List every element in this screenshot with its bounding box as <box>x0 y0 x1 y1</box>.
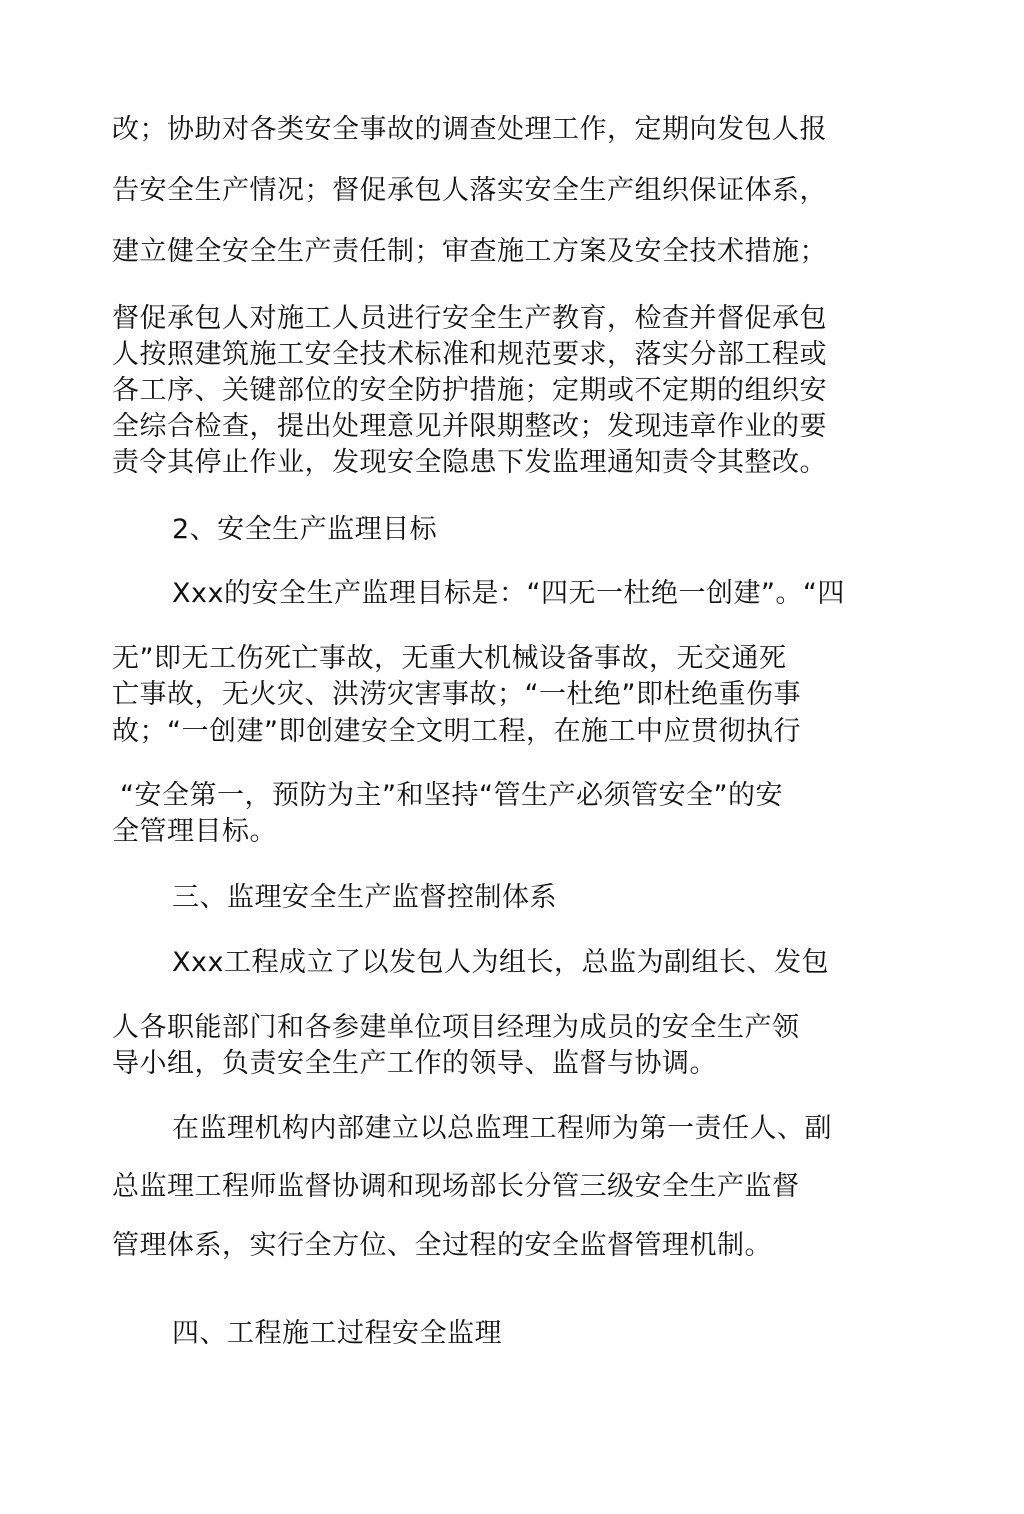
body-line: 故；“一创建”即创建安全文明工程，在施工中应贯彻执行 <box>112 716 801 747</box>
body-line: 改；协助对各类安全事故的调查处理工作，定期向发包人报 <box>112 114 827 145</box>
body-line: 人各职能部门和各参建单位项目经理为成员的安全生产领 <box>112 1012 800 1043</box>
body-line: Xxx工程成立了以发包人为组长，总监为副组长、发包 <box>172 947 829 978</box>
body-line: 责令其停止作业，发现安全隐患下发监理通知责令其整改。 <box>112 447 827 478</box>
body-line: Xxx的安全生产监理目标是：“四无一杜绝一创建”。“四 <box>172 578 845 609</box>
body-line: 无”即无工伤死亡事故，无重大机械设备事故，无交通死 <box>112 643 787 674</box>
section-heading: 四、工程施工过程安全监理 <box>172 1318 502 1349</box>
body-line: 管理体系，实行全方位、全过程的安全监督管理机制。 <box>112 1230 772 1261</box>
body-line: 人按照建筑施工安全技术标准和规范要求，落实分部工程或 <box>112 339 827 370</box>
section-heading: 三、监理安全生产监督控制体系 <box>172 882 557 913</box>
body-line: 全管理目标。 <box>112 816 277 847</box>
body-line: 在监理机构内部建立以总监理工程师为第一责任人、副 <box>172 1113 832 1144</box>
body-line: “安全第一，预防为主”和坚持“管生产必须管安全”的安 <box>120 780 783 811</box>
body-line: 导小组，负责安全生产工作的领导、监督与协调。 <box>112 1048 717 1079</box>
section-heading: 2、安全生产监理目标 <box>172 514 438 545</box>
body-line: 亡事故，无火灾、洪涝灾害事故；“一杜绝”即杜绝重伤事 <box>112 679 801 710</box>
body-line: 告安全生产情况；督促承包人落实安全生产组织保证体系， <box>112 175 827 206</box>
body-line: 全综合检查，提出处理意见并限期整改；发现违章作业的要 <box>112 411 827 442</box>
body-line: 各工序、关键部位的安全防护措施；定期或不定期的组织安 <box>112 375 827 406</box>
body-line: 督促承包人对施工人员进行安全生产教育，检查并督促承包 <box>112 303 827 334</box>
body-line: 总监理工程师监督协调和现场部长分管三级安全生产监督 <box>112 1171 800 1202</box>
body-line: 建立健全安全生产责任制；审查施工方案及安全技术措施； <box>112 236 827 267</box>
